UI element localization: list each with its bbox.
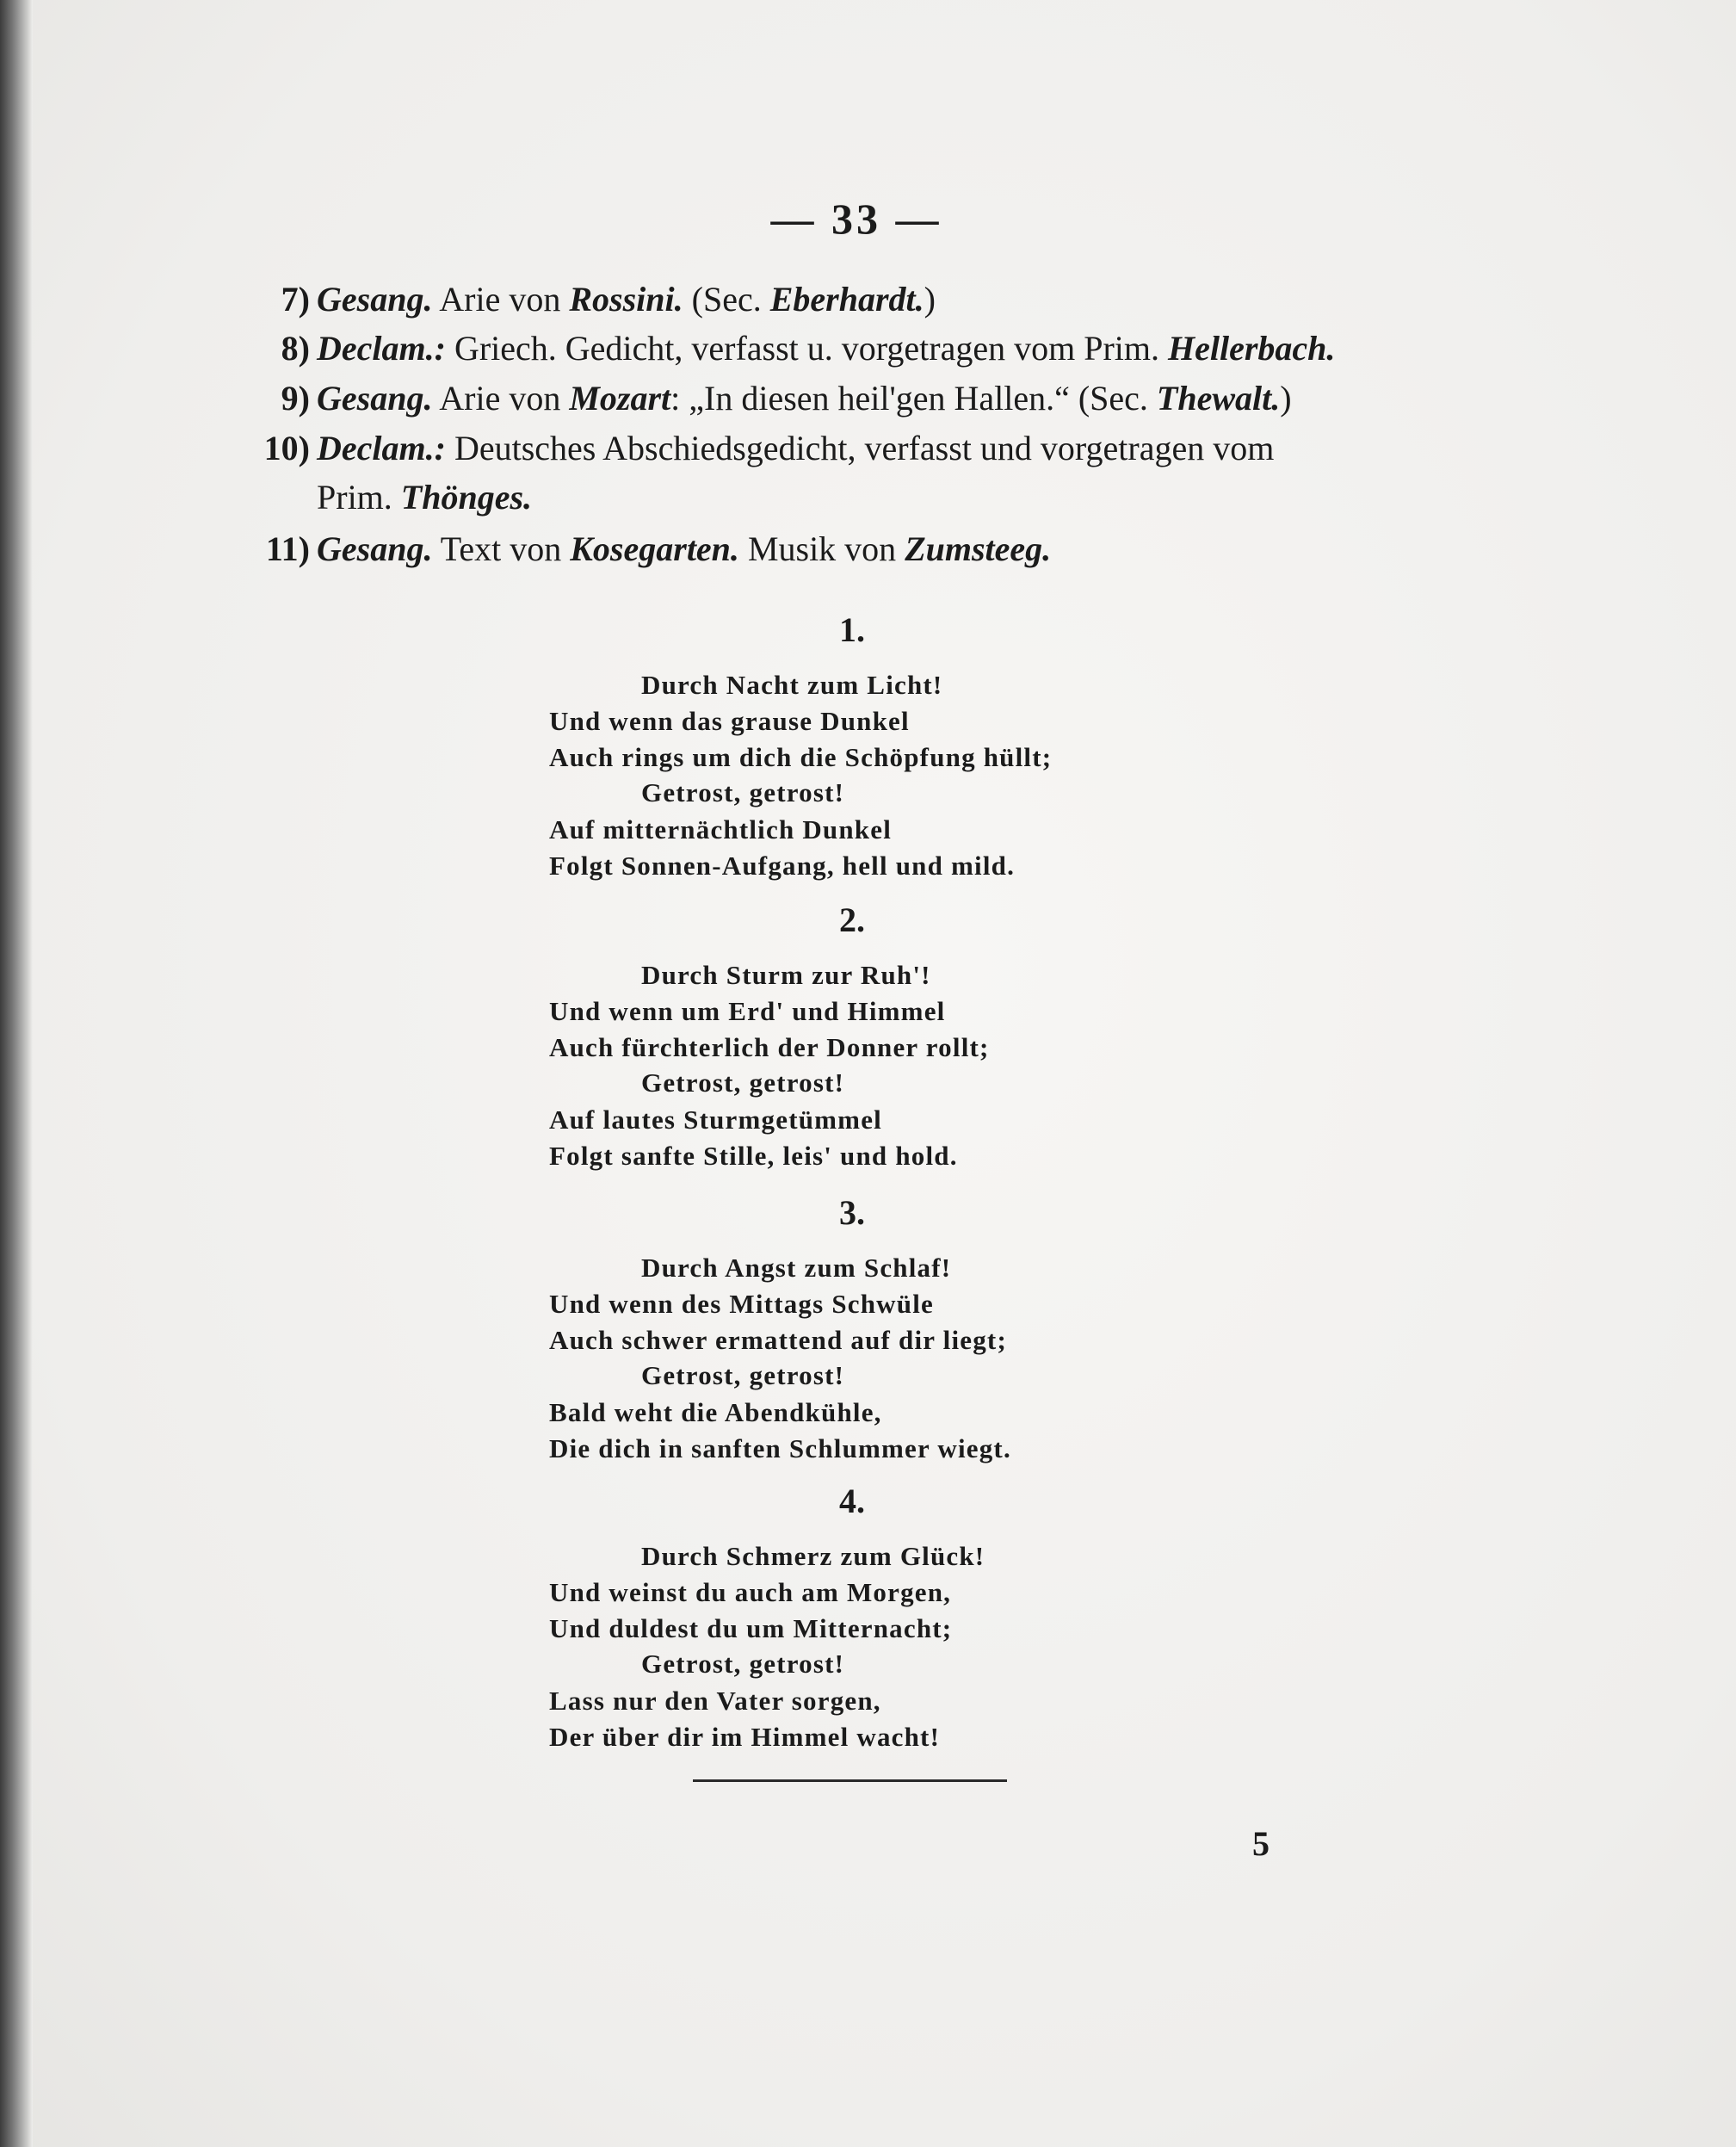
- program-text: ): [1280, 379, 1292, 418]
- program-name: Hellerbach.: [1168, 329, 1336, 368]
- program-text: : „In diesen heil'gen Hallen.“ (Sec.: [670, 379, 1157, 418]
- program-item: [215, 523, 1489, 575]
- stanza-number: 2.: [839, 900, 865, 939]
- stanza-line: Durch Schmerz zum Glück!: [641, 1541, 985, 1571]
- stanza-line: Bald weht die Abendkühle,: [549, 1397, 882, 1427]
- program-genre: Declam.:: [317, 329, 446, 368]
- program-genre: Gesang.: [317, 280, 433, 319]
- stanza-line: Getrost, getrost!: [641, 1360, 845, 1390]
- program-item: [215, 323, 1489, 374]
- stanza-line: Auch fürchterlich der Donner rollt;: [549, 1032, 990, 1062]
- program-name: Zumsteeg.: [905, 529, 1052, 568]
- stanza-line: Auf lautes Sturmgetümmel: [549, 1104, 882, 1135]
- program-item-number: 11): [265, 529, 310, 568]
- stanza-line: Die dich in sanften Schlummer wiegt.: [549, 1433, 1011, 1463]
- program-item-number: 10): [263, 429, 310, 467]
- program-text: Text von: [432, 529, 571, 568]
- page-gutter-shadow: [0, 0, 33, 2147]
- stanza-line: Und duldest du um Mitternacht;: [549, 1613, 953, 1643]
- program-item: [215, 373, 1489, 424]
- program-name: Mozart: [569, 379, 671, 418]
- program-name: Rossini.: [569, 280, 683, 319]
- closing-rule: [693, 1779, 1007, 1782]
- program-text: Deutsches Abschiedsgedicht, verfasst und vorgetragen vom: [445, 429, 1275, 467]
- stanza-line: Getrost, getrost!: [641, 777, 845, 807]
- program-text: Arie von: [432, 379, 570, 418]
- program-item-text: [317, 523, 1051, 575]
- stanza-line: Lass nur den Vater sorgen,: [549, 1686, 881, 1716]
- program-item-text: [317, 323, 1335, 374]
- program-item-text: [317, 373, 1292, 424]
- stanza-line: Und wenn das grause Dunkel: [549, 706, 910, 736]
- program-genre: Gesang.: [317, 379, 433, 418]
- signature-mark: 5: [1252, 1824, 1270, 1863]
- program-name: Thewalt.: [1156, 379, 1281, 418]
- program-genre: Declam.:: [317, 429, 446, 467]
- stanza-line: Durch Sturm zur Ruh'!: [641, 960, 931, 990]
- program-text: Griech. Gedicht, verfasst u. vorgetragen vom Prim.: [445, 329, 1168, 368]
- program-item: [215, 423, 1489, 474]
- program-item: [215, 472, 1489, 523]
- stanza-line: Auch rings um dich die Schöpfung hüllt;: [549, 742, 1053, 772]
- stanza-number: 4.: [839, 1482, 865, 1520]
- stanza-line: Auch schwer ermattend auf dir liegt;: [549, 1325, 1007, 1355]
- stanza-line: Auf mitternächtlich Dunkel: [549, 814, 893, 845]
- stanza-line: Getrost, getrost!: [641, 1649, 845, 1679]
- program-item-text: [317, 274, 936, 325]
- program-item-number: 9): [281, 379, 310, 418]
- stanza-line: Folgt sanfte Stille, leis' und hold.: [549, 1141, 958, 1171]
- stanza-line: Getrost, getrost!: [641, 1067, 845, 1098]
- stanza-number: 3.: [839, 1193, 865, 1232]
- program-name: Thönges.: [400, 478, 533, 517]
- program-text: Prim.: [317, 478, 401, 517]
- program-item: [215, 274, 1489, 325]
- stanza-line: Und wenn um Erd' und Himmel: [549, 996, 946, 1026]
- page-number: — 33 —: [770, 195, 942, 243]
- stanza-number: 1.: [839, 610, 865, 649]
- program-item-text: [317, 472, 532, 523]
- program-genre: Gesang.: [317, 529, 433, 568]
- stanza-line: Folgt Sonnen-Aufgang, hell und mild.: [549, 851, 1016, 881]
- program-text: Musik von: [738, 529, 905, 568]
- stanza-line: Durch Nacht zum Licht!: [641, 670, 943, 700]
- program-text: ): [924, 280, 936, 319]
- program-name: Kosegarten.: [570, 529, 739, 568]
- program-item-text: [317, 423, 1274, 474]
- stanza-line: Der über dir im Himmel wacht!: [549, 1722, 941, 1752]
- stanza-line: Und wenn des Mittags Schwüle: [549, 1289, 934, 1319]
- program-text: (Sec.: [683, 280, 770, 319]
- program-item-number: 8): [281, 329, 310, 368]
- program-name: Eberhardt.: [769, 280, 924, 319]
- stanza-line: Und weinst du auch am Morgen,: [549, 1577, 952, 1607]
- stanza-line: Durch Angst zum Schlaf!: [641, 1253, 952, 1283]
- program-item-number: 7): [281, 280, 310, 319]
- program-text: Arie von: [432, 280, 570, 319]
